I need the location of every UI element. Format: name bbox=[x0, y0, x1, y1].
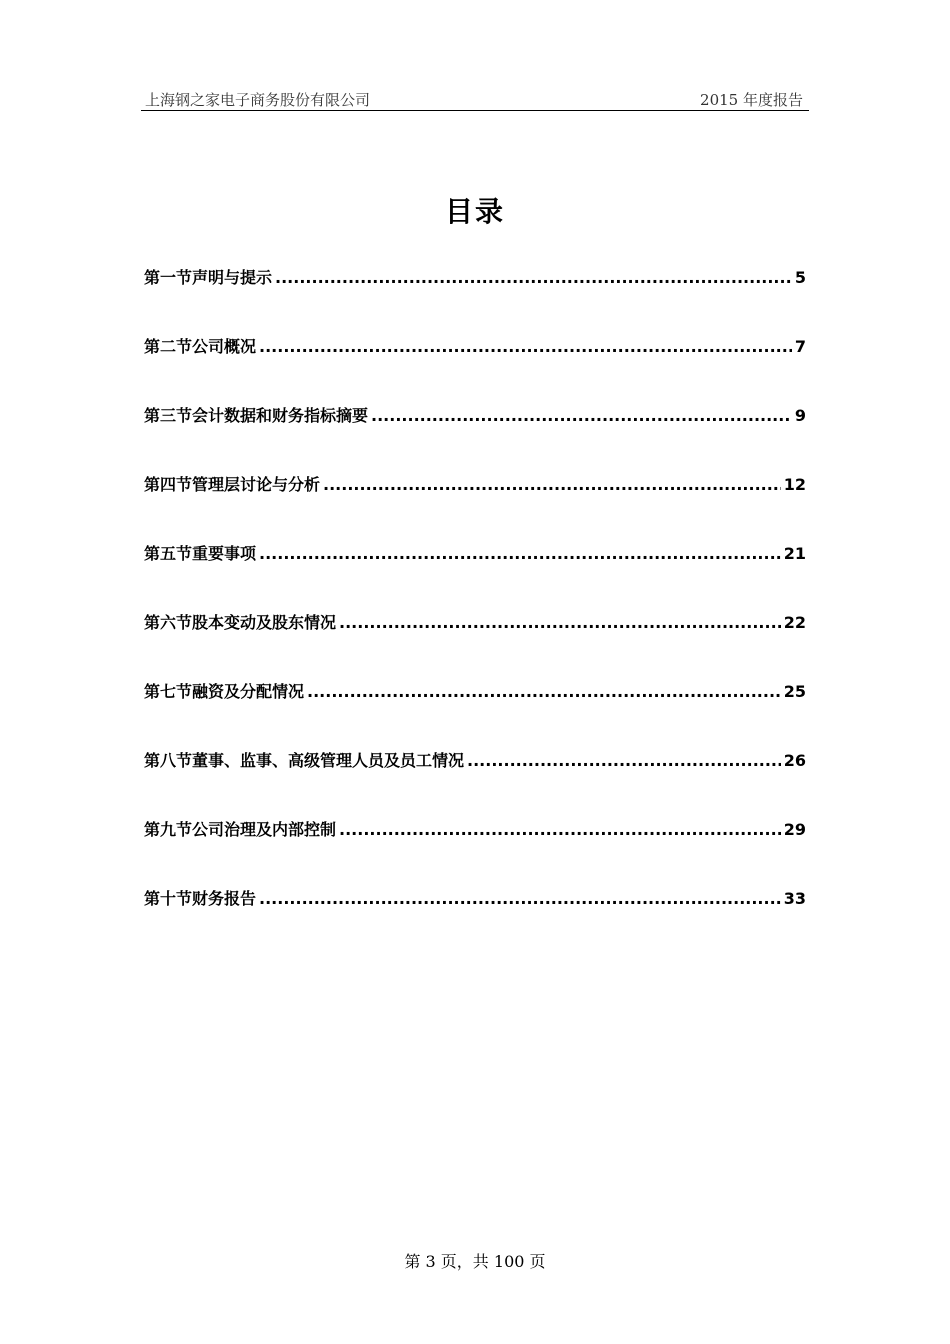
header-company-name: 上海钢之家电子商务股份有限公司 bbox=[145, 91, 371, 109]
toc-entry-page: 7 bbox=[794, 337, 806, 356]
toc-dot-leader bbox=[307, 680, 781, 704]
page-footer: 第 3 页，共 100 页 bbox=[404, 1252, 546, 1271]
toc-entry-label: 第九节公司治理及内部控制 bbox=[144, 820, 337, 839]
toc-entry-2[interactable] bbox=[144, 335, 806, 404]
toc-entry-page: 22 bbox=[783, 613, 806, 632]
toc-entry-4[interactable] bbox=[144, 473, 806, 542]
page-header bbox=[141, 88, 809, 111]
toc-entry-label: 第四节管理层讨论与分析 bbox=[144, 475, 321, 494]
toc-entry-label: 第三节会计数据和财务指标摘要 bbox=[144, 406, 369, 425]
toc-entry-7[interactable] bbox=[144, 680, 806, 749]
toc-entry-10[interactable] bbox=[144, 887, 806, 956]
toc-entry-page: 25 bbox=[783, 682, 806, 701]
toc-entry-5[interactable] bbox=[144, 542, 806, 611]
toc-dot-leader bbox=[467, 749, 781, 773]
toc-entry-3[interactable] bbox=[144, 404, 806, 473]
toc-entry-label: 第二节公司概况 bbox=[144, 337, 257, 356]
toc-entry-page: 26 bbox=[783, 751, 806, 770]
toc-entry-label: 第十节财务报告 bbox=[144, 889, 257, 908]
toc-entry-page: 12 bbox=[783, 475, 806, 494]
toc-entry-page: 33 bbox=[783, 889, 806, 908]
toc-dot-leader bbox=[339, 611, 781, 635]
toc-dot-leader bbox=[259, 542, 781, 566]
toc-dot-leader bbox=[259, 335, 792, 359]
table-of-contents bbox=[144, 266, 806, 956]
toc-dot-leader bbox=[259, 887, 781, 911]
toc-entry-label: 第七节融资及分配情况 bbox=[144, 682, 305, 701]
toc-entry-page: 21 bbox=[783, 544, 806, 563]
toc-entry-6[interactable] bbox=[144, 611, 806, 680]
toc-entry-page: 29 bbox=[783, 820, 806, 839]
toc-entry-label: 第六节股本变动及股东情况 bbox=[144, 613, 337, 632]
toc-entry-8[interactable] bbox=[144, 749, 806, 818]
toc-entry-page: 9 bbox=[794, 406, 806, 425]
toc-entry-label: 第八节董事、监事、高级管理人员及员工情况 bbox=[144, 751, 465, 770]
toc-entry-page: 5 bbox=[794, 268, 806, 287]
toc-dot-leader bbox=[323, 473, 781, 497]
toc-entry-9[interactable] bbox=[144, 818, 806, 887]
toc-entry-label: 第一节声明与提示 bbox=[144, 268, 273, 287]
page-title: 目录 bbox=[444, 195, 505, 228]
toc-dot-leader bbox=[371, 404, 792, 428]
toc-entry-label: 第五节重要事项 bbox=[144, 544, 257, 563]
toc-entry-1[interactable] bbox=[144, 266, 806, 335]
toc-dot-leader bbox=[275, 266, 792, 290]
toc-dot-leader bbox=[339, 818, 781, 842]
header-report-title: 2015 年度报告 bbox=[700, 91, 803, 109]
